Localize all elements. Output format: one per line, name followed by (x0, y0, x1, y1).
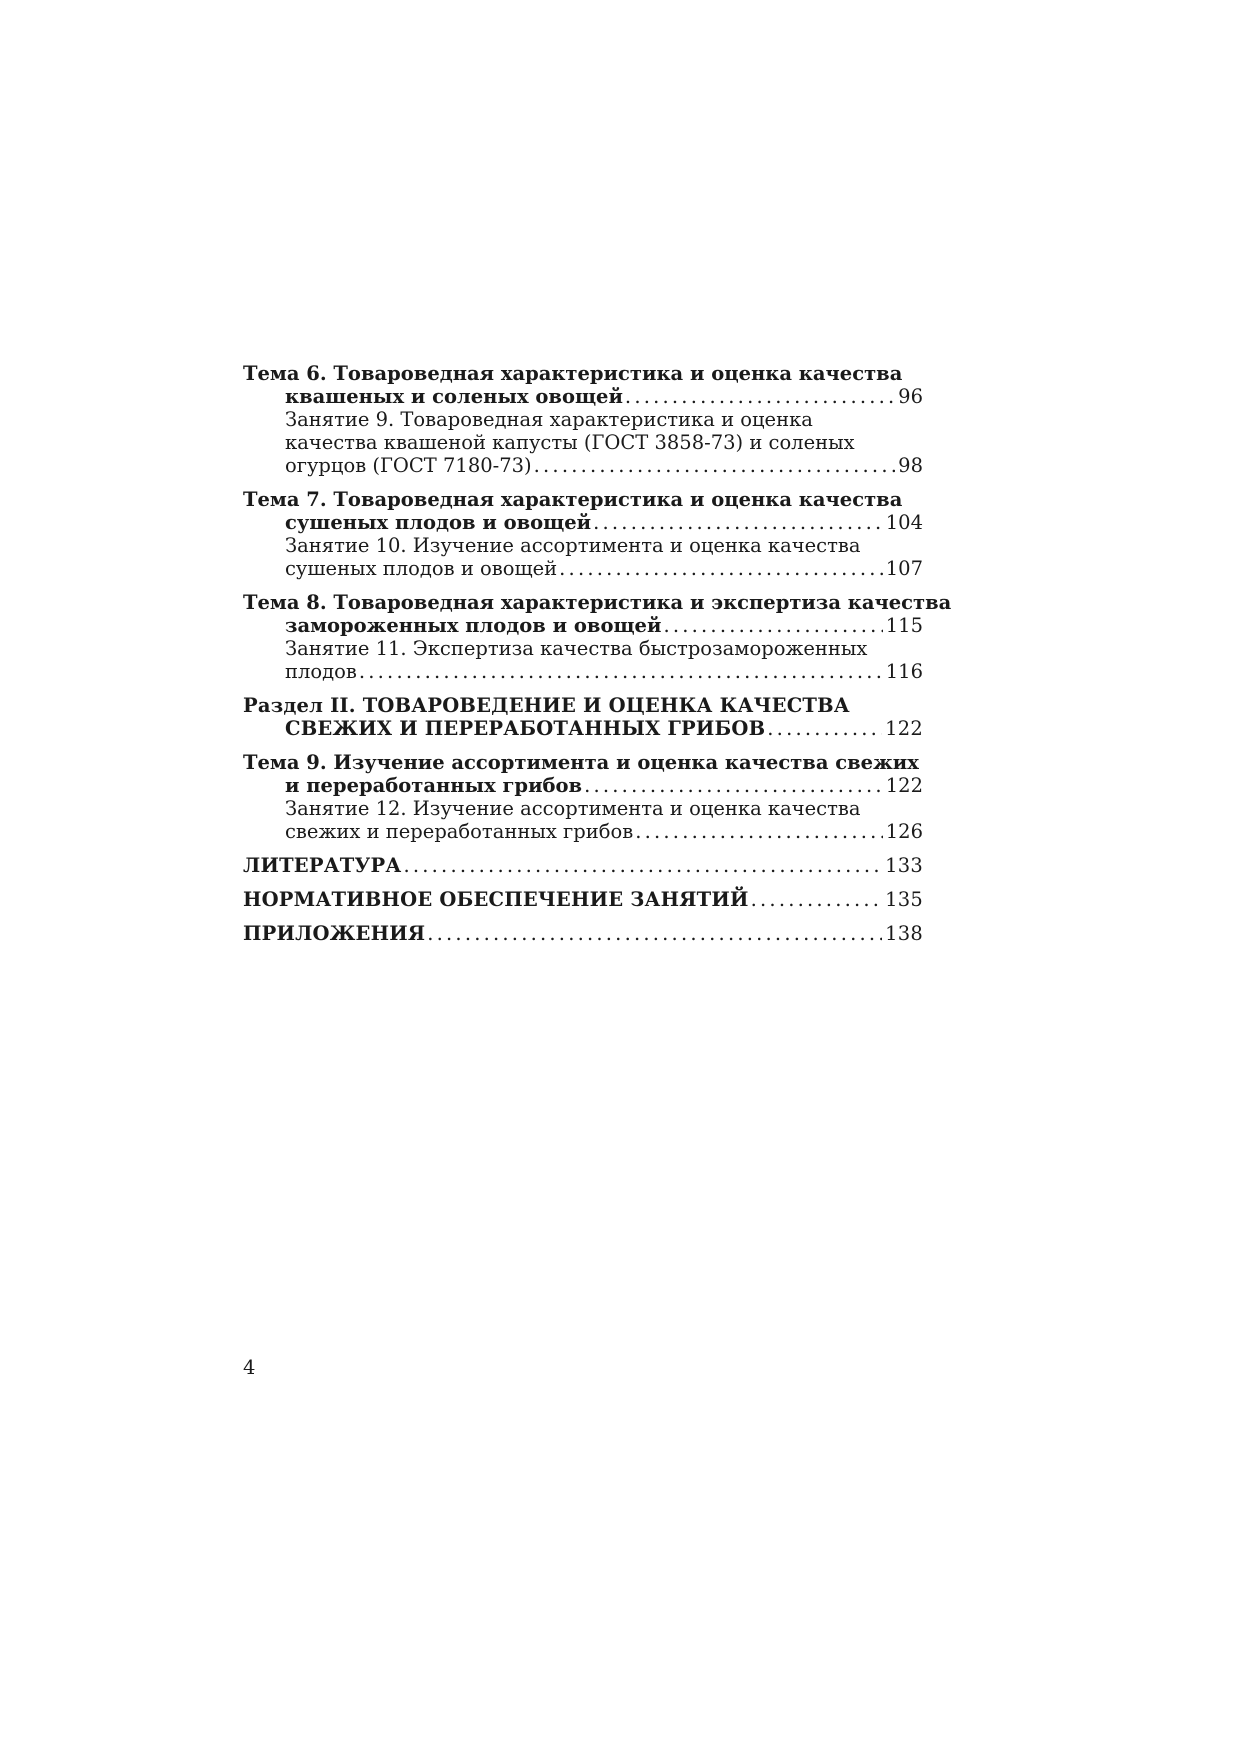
toc-entry-appendices (243, 922, 923, 945)
toc-page-number: 126 (885, 820, 923, 843)
dot-leader (751, 888, 883, 911)
toc-literature-label: ЛИТЕРАТУРА (243, 854, 402, 877)
toc-topic-line (243, 511, 923, 534)
toc-lesson-title-cont: сушеных плодов и овощей (285, 557, 558, 580)
toc-lesson-line (243, 454, 923, 477)
toc-page-number: 98 (898, 454, 923, 477)
toc-entry-topic-7 (243, 488, 923, 580)
toc-section-line (243, 694, 923, 717)
toc-lesson-title-cont: качества квашеной капусты (ГОСТ 3858-73) и соленых (285, 431, 855, 454)
toc-topic-title: Тема 7. Товароведная характеристика и оценка качества (243, 488, 903, 511)
toc-line (243, 922, 923, 945)
dot-leader (359, 660, 883, 683)
toc-lesson-title: Занятие 9. Товароведная характеристика и оценка (285, 408, 813, 431)
toc-lesson-line (243, 660, 923, 683)
toc-topic-title: Тема 6. Товароведная характеристика и оценка качества (243, 362, 903, 385)
toc-page-number: 116 (885, 660, 923, 683)
dot-leader (635, 820, 883, 843)
toc-topic-line (243, 751, 923, 774)
page-number: 4 (243, 1356, 256, 1379)
toc-topic-line (243, 362, 923, 385)
dot-leader (559, 557, 883, 580)
dot-leader (593, 511, 883, 534)
toc-topic-line (243, 774, 923, 797)
toc-topic-line (243, 614, 923, 637)
toc-lesson-line (243, 797, 923, 820)
toc-appendices-label: ПРИЛОЖЕНИЯ (243, 922, 426, 945)
toc-topic-line (243, 385, 923, 408)
toc-section-title: Раздел II. ТОВАРОВЕДЕНИЕ И ОЦЕНКА КАЧЕСТВА (243, 694, 850, 717)
dot-leader (767, 717, 882, 740)
toc-page-number: 96 (898, 385, 923, 408)
toc-section-line (243, 717, 923, 740)
toc-section-title-cont: СВЕЖИХ И ПЕРЕРАБОТАННЫХ ГРИБОВ (285, 717, 766, 740)
toc-entry-section-2 (243, 694, 923, 740)
toc-lesson-line (243, 408, 923, 431)
toc-lesson-title: Занятие 11. Экспертиза качества быстрозамороженных (285, 637, 868, 660)
toc-entry-normative (243, 888, 923, 911)
toc-page-number: 115 (885, 614, 923, 637)
toc-page-number: 122 (885, 717, 923, 740)
toc-topic-title-cont: и переработанных грибов (285, 774, 583, 797)
toc-page-number: 122 (885, 774, 923, 797)
table-of-contents (243, 362, 952, 945)
toc-topic-title-cont: квашеных и соленых овощей (285, 385, 623, 408)
dot-leader (584, 774, 883, 797)
toc-lesson-line (243, 534, 923, 557)
toc-lesson-title: Занятие 10. Изучение ассортимента и оценка качества (285, 534, 861, 557)
toc-entry-literature (243, 854, 923, 877)
toc-normative-label: НОРМАТИВНОЕ ОБЕСПЕЧЕНИЕ ЗАНЯТИЙ (243, 888, 749, 911)
toc-lesson-line (243, 820, 923, 843)
toc-page-number: 133 (885, 854, 923, 877)
toc-lesson-title-cont: свежих и переработанных грибов (285, 820, 634, 843)
toc-entry-topic-9 (243, 751, 923, 843)
toc-line (243, 888, 923, 911)
dot-leader (663, 614, 882, 637)
toc-entry-topic-6 (243, 362, 923, 477)
toc-page-number: 138 (885, 922, 923, 945)
toc-lesson-title-cont: огурцов (ГОСТ 7180-73) (285, 454, 532, 477)
toc-page-number: 135 (885, 888, 923, 911)
toc-lesson-line (243, 431, 923, 454)
toc-lesson-line (243, 637, 923, 660)
toc-lesson-line (243, 557, 923, 580)
toc-entry-topic-8 (243, 591, 952, 683)
dot-leader (403, 854, 882, 877)
dot-leader (534, 454, 896, 477)
dot-leader (427, 922, 882, 945)
toc-page-number: 104 (885, 511, 923, 534)
toc-topic-line (243, 591, 952, 614)
toc-topic-title-cont: замороженных плодов и овощей (285, 614, 662, 637)
toc-line (243, 854, 923, 877)
toc-topic-title: Тема 9. Изучение ассортимента и оценка качества свежих (243, 751, 919, 774)
dot-leader (625, 385, 895, 408)
toc-topic-title-cont: сушеных плодов и овощей (285, 511, 592, 534)
toc-lesson-title-cont: плодов (285, 660, 357, 683)
toc-page-number: 107 (885, 557, 923, 580)
toc-topic-line (243, 488, 923, 511)
toc-lesson-title: Занятие 12. Изучение ассортимента и оценка качества (285, 797, 861, 820)
toc-topic-title: Тема 8. Товароведная характеристика и экспертиза качества (243, 591, 952, 614)
